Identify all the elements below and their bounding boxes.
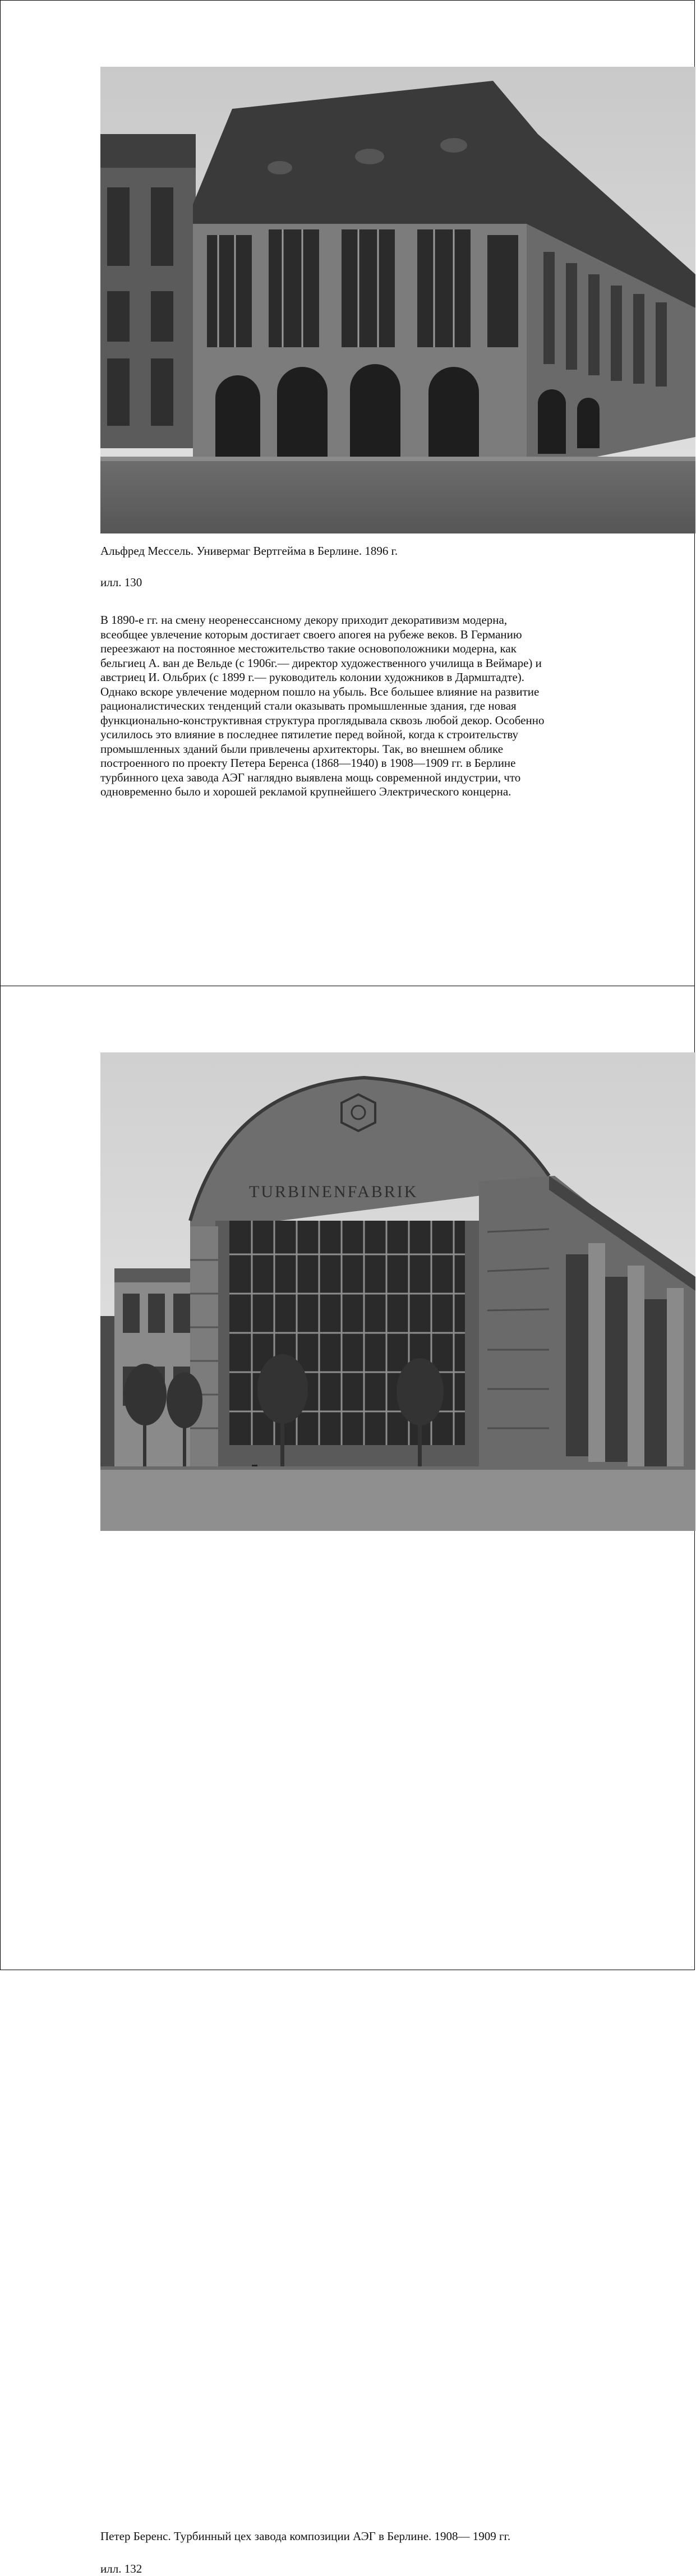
body-line: В 1890-е гг. на смену неоренессансному декору приходит декоративизм модерна,	[100, 613, 508, 627]
turbine-factory-photo	[100, 1052, 695, 1531]
body-line: рационалистических тенденций стали оказывать промышленные здания, где новая	[100, 699, 517, 712]
page-1	[0, 0, 695, 986]
body-line: турбинного цеха завода АЭГ наглядно выявлена мощь современной индустрии, что	[100, 770, 521, 784]
wertheim-store-photo	[100, 67, 695, 533]
body-line: всеобщее увлечение которым достигает своего апогея на рубеже веков. В Германию	[100, 627, 522, 641]
wertheim-store-illustration	[100, 67, 695, 533]
body-line: Однако вскоре увлечение модерном пошло на убыль. Все большее влияние на развитие	[100, 684, 540, 698]
body-paragraph	[100, 613, 639, 799]
factory-sign-text: TURBINENFABRIK	[249, 1183, 418, 1201]
body-line: построенного по проекту Петера Беренса (1868—1940) в 1908—1909 гг. в Берлине	[100, 756, 516, 770]
figure-caption: Альфред Мессель. Универмаг Вертгейма в Берлине. 1896 г.	[100, 544, 398, 558]
turbine-factory-illustration	[100, 1052, 695, 1531]
figure-caption: Петер Беренс. Турбинный цех завода композиции АЭГ в Берлине. 1908— 1909 гг.	[100, 2529, 511, 2543]
body-line: австриец И. Ольбрих (с 1899 г.— руководитель колонии художников в Дармштадте).	[100, 670, 525, 684]
body-line: усилилось это влияние в последнее пятилетие перед войной, когда к строительству	[100, 728, 519, 741]
figure-number: илл. 132	[100, 2562, 142, 2575]
body-line: промышленных зданий были привлечены архитекторы. Так, во внешнем облике	[100, 742, 504, 756]
body-line: одновременно было и хорошей рекламой крупнейшего Электрического концерна.	[100, 785, 511, 798]
body-line: бельгиец А. ван де Вельде (с 1906г.— директор художественного училища в Веймаре) и	[100, 656, 542, 670]
page-2	[0, 986, 695, 2575]
body-line: переезжают на постоянное местожительство такие основоположники модерна, как	[100, 642, 517, 655]
figure-number: илл. 130	[100, 576, 142, 589]
body-line: функционально-конструктивная структура проглядывала сквозь любой декор. Особенно	[100, 713, 545, 727]
